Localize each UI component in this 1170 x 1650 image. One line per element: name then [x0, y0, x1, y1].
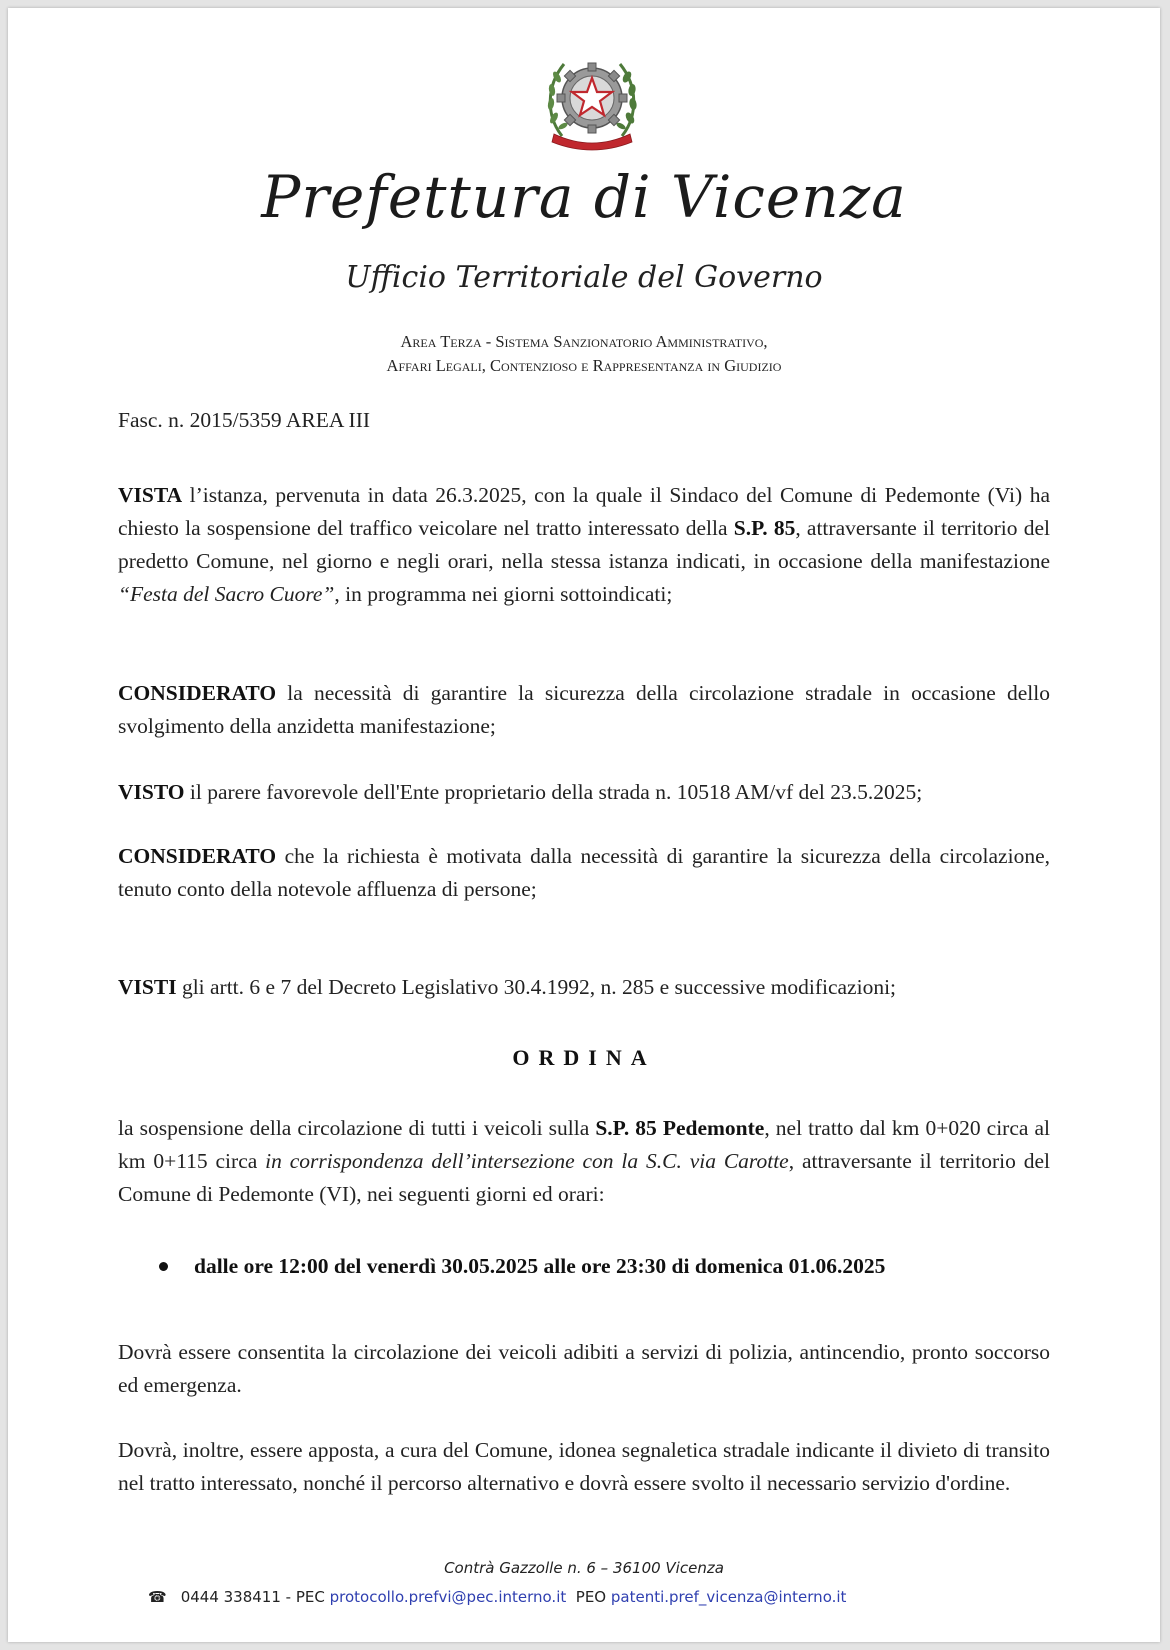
pec-email-link[interactable]: protocollo.prefvi@pec.interno.it	[329, 1588, 567, 1606]
ordina-heading: ORDINA	[512, 1045, 656, 1070]
para4-text: che la richiesta è motivata dalla necessità di garantire la sicurezza della circolazione, tenuto conto della notevole affluenza di persone;	[118, 844, 1050, 901]
para6-text-2: , nel tratto dal km 0+020 circa al km 0+115 circa	[118, 1116, 1051, 1173]
schedule-text: dalle ore 12:00 del venerdì 30.05.2025 alle ore 23:30 di domenica 01.06.2025	[194, 1254, 886, 1278]
area-line-2: Affari Legali, Contenzioso e Rappresentanza in Giudizio	[386, 356, 782, 375]
bullet-icon	[159, 1262, 168, 1271]
keyword-vista: VISTA	[118, 483, 183, 507]
paragraph-vista	[118, 479, 1050, 611]
para3-text: il parere favorevole dell'Ente proprietario della strada n. 10518 AM/vf del 23.5.2025;	[184, 780, 923, 804]
keyword-considerato-1: CONSIDERATO	[118, 681, 277, 705]
paragraph-signage: Dovrà, inoltre, essere apposta, a cura del Comune, idonea segnaletica stradale indicante il divieto di transito nel tratto interessato, nonché il percorso alternativo e dovrà essere svolto il necessario servizio d'ordine.	[118, 1438, 1050, 1495]
keyword-visto: VISTO	[118, 780, 185, 804]
keyword-considerato-2: CONSIDERATO	[118, 844, 277, 868]
para2-text: la necessità di garantire la sicurezza della circolazione stradale in occasione dello svolgimento della anzidetta manifestazione;	[118, 681, 1050, 738]
paragraph-considerato-2	[118, 840, 1050, 906]
peo-label: PEO	[566, 1588, 611, 1606]
phone-number: 0444 338411 - PEC	[180, 1588, 330, 1606]
peo-email-link[interactable]: patenti.pref_vicenza@interno.it	[610, 1588, 847, 1606]
para6-text-3: , attraversante il territorio del Comune di Pedemonte (VI), nei seguenti giorni ed orari:	[118, 1149, 1050, 1206]
keyword-visti: VISTI	[118, 975, 177, 999]
paragraph-order	[118, 1112, 1050, 1211]
paragraph-visto	[118, 776, 1050, 809]
footer-contacts	[148, 1588, 1048, 1606]
document-page	[8, 8, 1160, 1642]
location-description: in corrispondenza dell’intersezione con la S.C. via Carotte	[265, 1149, 789, 1173]
paragraph-visti	[118, 971, 1050, 1004]
file-reference: Fasc. n. 2015/5359 AREA III	[118, 408, 371, 432]
republic-emblem-icon	[540, 46, 644, 154]
prefecture-title: Prefettura di Vicenza	[261, 163, 907, 231]
paragraph-considerato-1	[118, 677, 1050, 743]
para1-text-2: , attraversante il territorio del predetto Comune, nel giorno e negli orari, nella stessa istanza indicati, in occasione della manifestazione	[118, 516, 1051, 573]
road-pedemonte: S.P. 85 Pedemonte	[595, 1116, 765, 1140]
road-reference: S.P. 85	[733, 516, 796, 540]
area-heading	[8, 330, 1160, 378]
event-name: “Festa del Sacro Cuore”	[118, 582, 335, 606]
office-subtitle: Ufficio Territoriale del Governo	[345, 260, 823, 295]
area-line-1: Area Terza - Sistema Sanzionatorio Amministrativo,	[400, 332, 768, 351]
footer-address: Contrà Gazzolle n. 6 – 36100 Vicenza	[444, 1559, 724, 1577]
para5-text: gli artt. 6 e 7 del Decreto Legislativo 30.4.1992, n. 285 e successive modificazioni;	[176, 975, 897, 999]
para1-text-3: , in programma nei giorni sottoindicati;	[334, 582, 673, 606]
para1-text-1: l’istanza, pervenuta in data 26.3.2025, con la quale il Sindaco del Comune di Pedemonte (Vi) ha chiesto la sospensione del traffico veicolare nel tratto interessato della	[118, 483, 1050, 540]
paragraph-emergency: Dovrà essere consentita la circolazione dei veicoli adibiti a servizi di polizia, antincendio, pronto soccorso ed emergenza.	[118, 1340, 1050, 1397]
schedule-list-item	[162, 1250, 1062, 1283]
para6-text-1: la sospensione della circolazione di tutti i veicoli sulla	[118, 1116, 596, 1140]
phone-icon: ☎	[148, 1588, 167, 1606]
